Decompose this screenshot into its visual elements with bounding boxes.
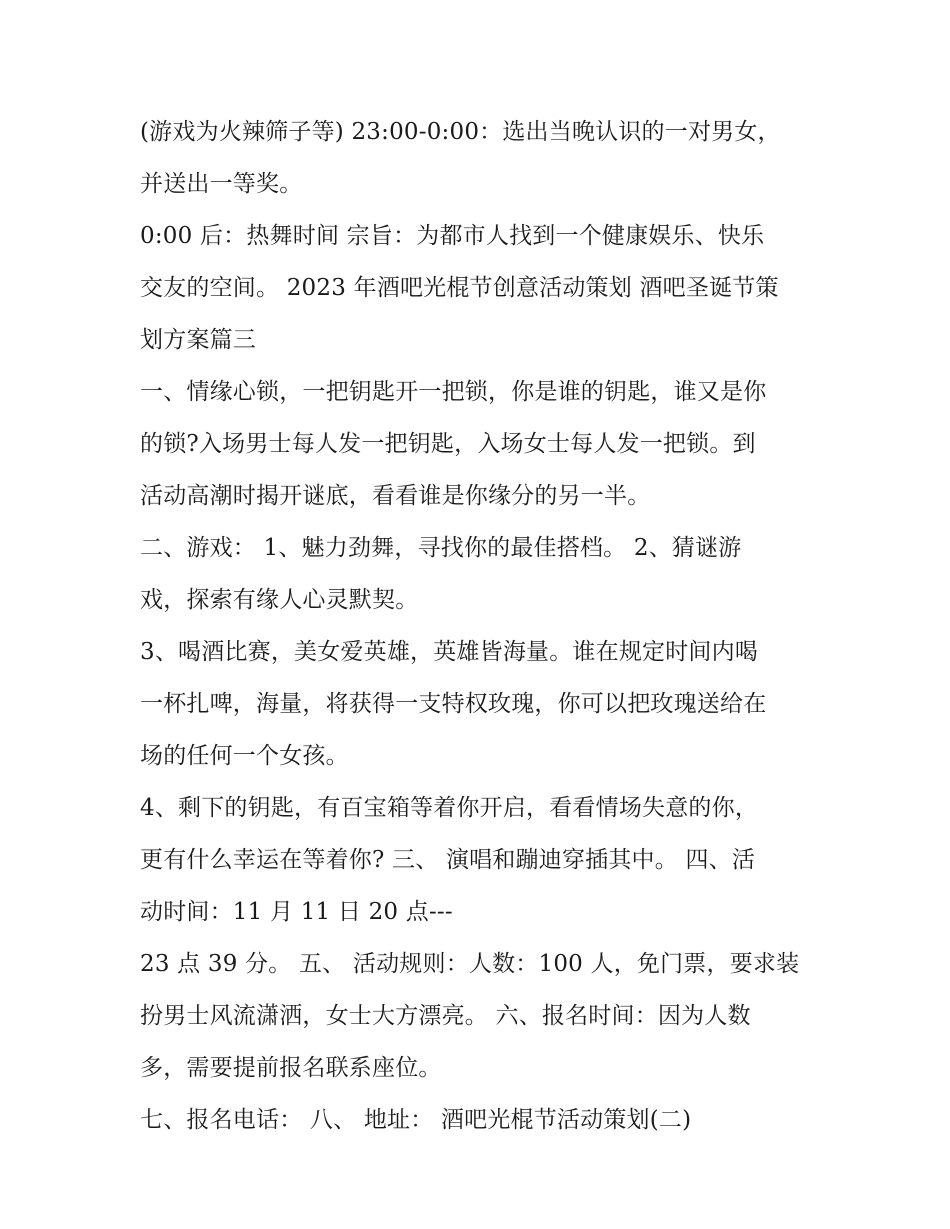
text-line: (游戏为火辣筛子等) 23:00-0:00：选出当晚认识的一对男女，	[140, 119, 781, 145]
text-line: 的锁?入场男士每人发一把钥匙，入场女士每人发一把锁。到	[140, 431, 756, 457]
text-line: 0:00 后：热舞时间 宗旨：为都市人找到一个健康娱乐、快乐	[140, 223, 765, 249]
text-line: 动时间：11 月 11 日 20 点---	[140, 899, 453, 925]
text-line: 扮男士风流潇洒，女士大方漂亮。 六、报名时间：因为人数	[140, 1003, 751, 1029]
text-line: 一杯扎啤，海量，将获得一支特权玫瑰，你可以把玫瑰送给在	[140, 691, 767, 717]
text-line: 多，需要提前报名联系座位。	[140, 1055, 442, 1081]
text-line: 交友的空间。 2023 年酒吧光棍节创意活动策划 酒吧圣诞节策	[140, 275, 779, 301]
text-line: 23 点 39 分。 五、 活动规则：人数：100 人，免门票，要求装	[140, 951, 800, 977]
text-line: 划方案篇三	[140, 327, 256, 353]
text-line: 活动高潮时揭开谜底，看看谁是你缘分的另一半。	[140, 483, 651, 509]
text-line: 4、剩下的钥匙，有百宝箱等着你开启，看看情场失意的你，	[140, 795, 759, 821]
text-line: 更有什么幸运在等着你? 三、 演唱和蹦迪穿插其中。 四、活	[140, 847, 756, 873]
text-line: 一、情缘心锁，一把钥匙开一把锁，你是谁的钥匙，谁又是你	[140, 379, 767, 405]
text-line: 3、喝酒比赛，美女爱英雄，英雄皆海量。谁在规定时间内喝	[140, 639, 759, 665]
text-line: 并送出一等奖。	[140, 171, 303, 197]
document-body	[140, 106, 820, 1146]
text-line: 二、游戏： 1、魅力劲舞，寻找你的最佳搭档。 2、猜谜游	[140, 535, 742, 561]
text-line: 七、报名电话： 八、 地址： 酒吧光棍节活动策划(二)	[140, 1107, 692, 1133]
text-line: 场的任何一个女孩。	[140, 743, 349, 769]
text-line: 戏，探索有缘人心灵默契。	[140, 587, 419, 613]
